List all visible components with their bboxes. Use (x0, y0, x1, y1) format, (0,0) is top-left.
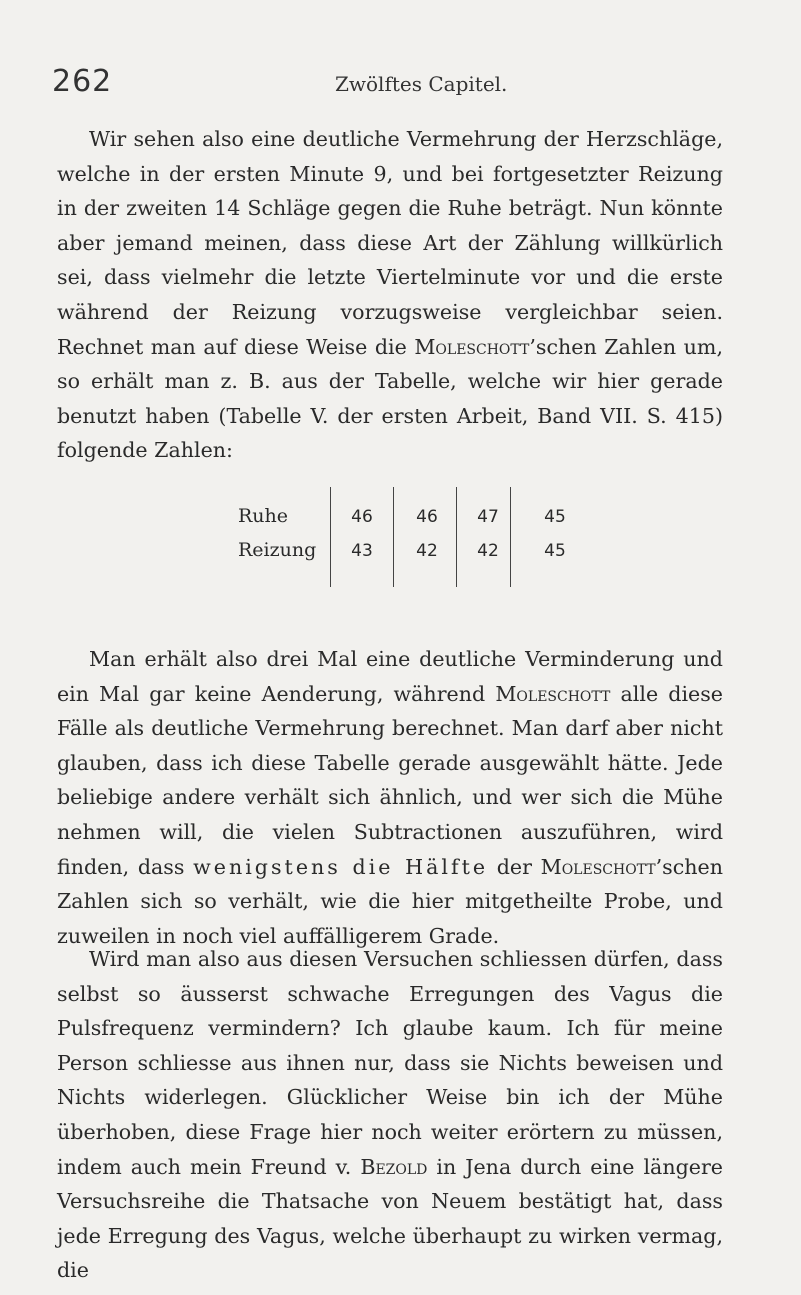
pulse-table (238, 487, 578, 587)
paragraph-2-part-d: ’schen Zahlen sich so verhält, wie die hier mitgetheilte Probe, und zuweilen in noch viel auffälligerem Grade. (57, 854, 723, 948)
paragraph-2 (57, 642, 723, 953)
page-number: 262 (52, 64, 113, 99)
table-cell: 45 (544, 541, 566, 561)
paragraph-2-part-a: Man erhält also drei Mal eine deutliche Verminderung und ein Mal gar keine Aenderung, während (57, 647, 723, 706)
table-cell: 47 (477, 507, 499, 527)
paragraph-3-part-a: Wird man also aus diesen Versuchen schliessen dürfen, dass selbst so äusserst schwache Erregungen des Vagus die Pulsfrequenz vermindern? Ich glaube kaum. Ich für meine Person schliesse aus ihnen nur, dass sie Nichts beweisen und Nichts widerlegen. Glücklicher Weise bin ich der Mühe überhoben, diese Frage hier noch weiter erörtern zu müssen, indem auch mein Freund v. (57, 947, 723, 1179)
paragraph-3 (57, 942, 723, 1288)
table-divider (393, 487, 394, 587)
table-divider (456, 487, 457, 587)
paragraph-2-text (57, 642, 723, 953)
table-cell: 46 (351, 507, 373, 527)
paragraph-2-part-b: alle diese Fälle als deutliche Vermehrung berechnet. Man darf aber nicht glauben, dass ich diese Tabelle gerade ausgewählt hätte. Jede beliebige andere verhält sich ähnlich, und wer sich die Mühe nehmen will, die vielen Subtractionen auszuführen, wird finden, dass (57, 681, 723, 879)
running-head: Zwölftes Capitel. (335, 72, 508, 96)
paragraph-1-part-b: ’schen Zahlen um, so erhält man z. B. aus der Tabelle, welche wir hier gerade benutzt haben (Tabelle V. der ersten Arbeit, Band VII. S. 415) folgende Zahlen: (57, 334, 723, 463)
paragraph-3-part-b: in Jena durch eine längere Versuchsreihe die Thatsache von Neuem bestätigt hat, dass jede Erregung des Vagus, welche überhaupt zu wirken vermag, die (57, 1154, 723, 1283)
table-cell: 45 (544, 507, 566, 527)
table-cell: 43 (351, 541, 373, 561)
emphasized-text: wenigstens die Hälfte (193, 854, 489, 879)
author-name-moleschott: Moleschott (495, 681, 611, 706)
paragraph-1-text (57, 122, 723, 468)
paragraph-3-text (57, 942, 723, 1288)
author-name-moleschott: Moleschott (540, 854, 656, 879)
table-cell: 46 (416, 507, 438, 527)
paragraph-1-part-a: Wir sehen also eine deutliche Vermehrung der Herzschläge, welche in der ersten Minute 9, und bei fortgesetzter Reizung in der zweiten 14 Schläge gegen die Ruhe beträgt. Nun könnte aber jemand meinen, dass diese Art der Zählung willkürlich sei, dass vielmehr die letzte Viertelminute vor und die erste während der Reizung vorzugsweise vergleichbar seien. Rechnet man auf diese Weise die (57, 127, 723, 359)
table-cell: 42 (416, 541, 438, 561)
paragraph-1 (57, 122, 723, 468)
paragraph-2-part-c: der (488, 854, 541, 879)
row-label-reizung: Reizung (238, 539, 317, 561)
author-name-moleschott: Moleschott (414, 334, 530, 359)
author-name-bezold: Bezold (360, 1154, 428, 1179)
row-label-ruhe: Ruhe (238, 505, 289, 527)
table-divider (510, 487, 511, 587)
table-cell: 42 (477, 541, 499, 561)
table-divider (330, 487, 331, 587)
